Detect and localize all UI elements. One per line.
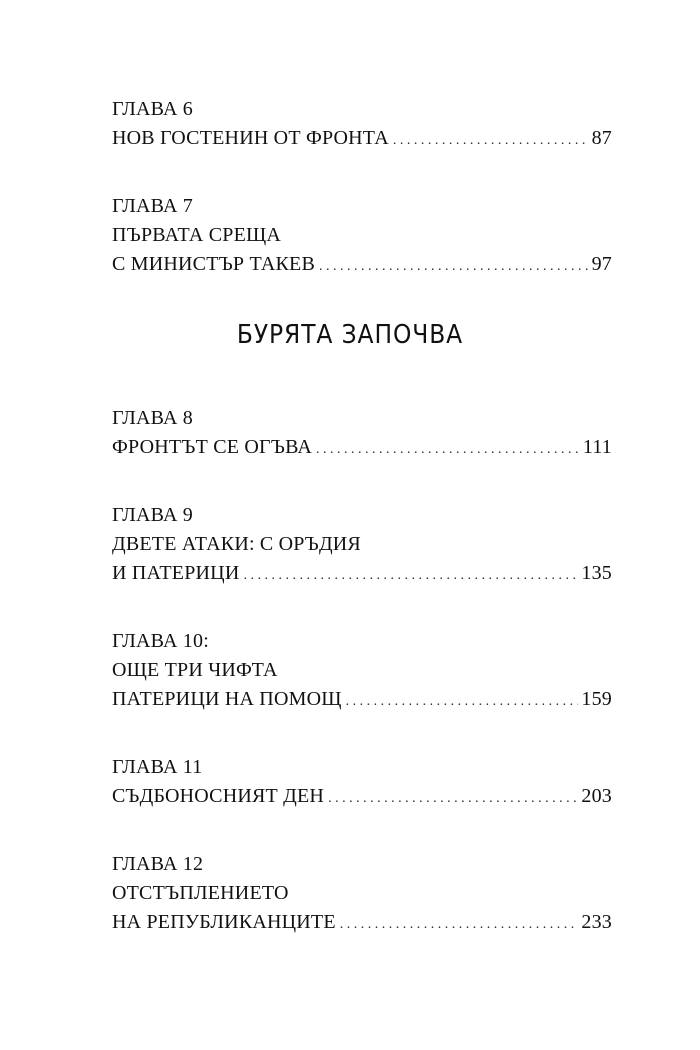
toc-entry-chapter-7[interactable] <box>112 192 612 279</box>
chapter-title: СЪДБОНОСНИЯТ ДЕН <box>112 785 325 807</box>
chapter-label: ГЛАВА 12 <box>112 853 204 875</box>
entry-line <box>112 559 612 588</box>
page-number: 111 <box>582 436 612 458</box>
toc-entry-chapter-10[interactable] <box>112 627 612 714</box>
page-number: 203 <box>581 785 612 807</box>
table-of-contents <box>112 95 612 976</box>
dot-leader <box>393 126 589 155</box>
chapter-title: ПАТЕРИЦИ НА ПОМОЩ <box>112 688 342 710</box>
entry-line <box>112 685 612 714</box>
toc-entry-chapter-11[interactable] <box>112 753 612 811</box>
page-number: 233 <box>581 911 612 933</box>
page-number: 87 <box>591 127 612 149</box>
chapter-title-line: ОТСТЪПЛЕНИЕТО <box>112 882 289 904</box>
entry-line <box>112 250 612 279</box>
chapter-label: ГЛАВА 8 <box>112 407 193 429</box>
chapter-title-line: ДВЕТЕ АТАКИ: С ОРЪДИЯ <box>112 533 361 555</box>
chapter-title: НА РЕПУБЛИКАНЦИТЕ <box>112 911 336 933</box>
dot-leader <box>319 252 589 281</box>
chapter-label: ГЛАВА 9 <box>112 504 193 526</box>
section-heading: БУРЯТА ЗАПОЧВА <box>236 320 464 350</box>
chapter-label: ГЛАВА 6 <box>112 98 193 120</box>
dot-leader <box>340 910 579 939</box>
toc-entry-chapter-6[interactable] <box>112 95 612 153</box>
dot-leader <box>316 435 580 464</box>
entry-line <box>112 124 612 153</box>
chapter-title-line: ПЪРВАТА СРЕЩА <box>112 224 282 246</box>
toc-entry-chapter-12[interactable] <box>112 850 612 937</box>
page-number: 159 <box>581 688 612 710</box>
dot-leader <box>328 784 578 813</box>
chapter-title: И ПАТЕРИЦИ <box>112 562 240 584</box>
chapter-label: ГЛАВА 7 <box>112 195 193 217</box>
dot-leader <box>346 687 579 716</box>
chapter-title: С МИНИСТЪР ТАКЕВ <box>112 253 316 275</box>
page-number: 97 <box>591 253 612 275</box>
entry-line <box>112 782 612 811</box>
chapter-label: ГЛАВА 10: <box>112 630 209 652</box>
entry-line <box>112 433 612 462</box>
chapter-title: НОВ ГОСТЕНИН ОТ ФРОНТА <box>112 127 389 149</box>
page-number: 135 <box>581 562 612 584</box>
dot-leader <box>243 561 578 590</box>
toc-entry-chapter-9[interactable] <box>112 501 612 588</box>
chapter-label: ГЛАВА 11 <box>112 756 203 778</box>
chapter-title: ФРОНТЪТ СЕ ОГЪВА <box>112 436 313 458</box>
entry-line <box>112 908 612 937</box>
toc-entry-chapter-8[interactable] <box>112 404 612 462</box>
chapter-title-line: ОЩЕ ТРИ ЧИФТА <box>112 659 278 681</box>
